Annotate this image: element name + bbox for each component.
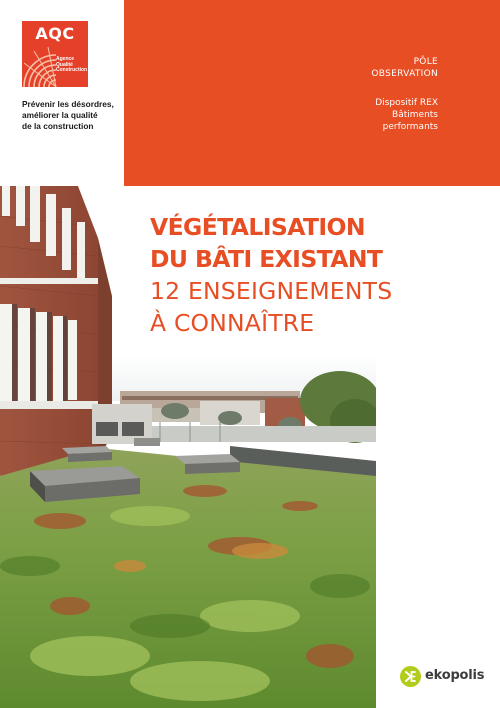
tagline: Prévenir les désordres, améliorer la qualité de la construction (22, 99, 114, 131)
brand-block (0, 0, 124, 186)
title-line-2: DU BÂTI EXISTANT (150, 245, 383, 273)
logo-text: AQC (35, 24, 75, 43)
aqc-logo (22, 21, 88, 87)
cover-title (150, 211, 392, 339)
ekopolis-wordmark: ekopolis (425, 668, 485, 683)
ekopolis-logo (400, 665, 495, 689)
pole-label: PÔLE OBSERVATION (371, 57, 438, 79)
title-line-1: VÉGÉTALISATION (150, 213, 365, 241)
dispositif-label: Dispositif REX Bâtiments performants (375, 98, 438, 132)
ekopolis-mark-icon (400, 666, 421, 687)
header-band (124, 0, 500, 186)
logo-subtitle: Agence Qualité Construction (56, 56, 88, 74)
title-line-3: 12 ENSEIGNEMENTS (150, 277, 393, 305)
title-line-4: À CONNAÎTRE (150, 309, 315, 337)
